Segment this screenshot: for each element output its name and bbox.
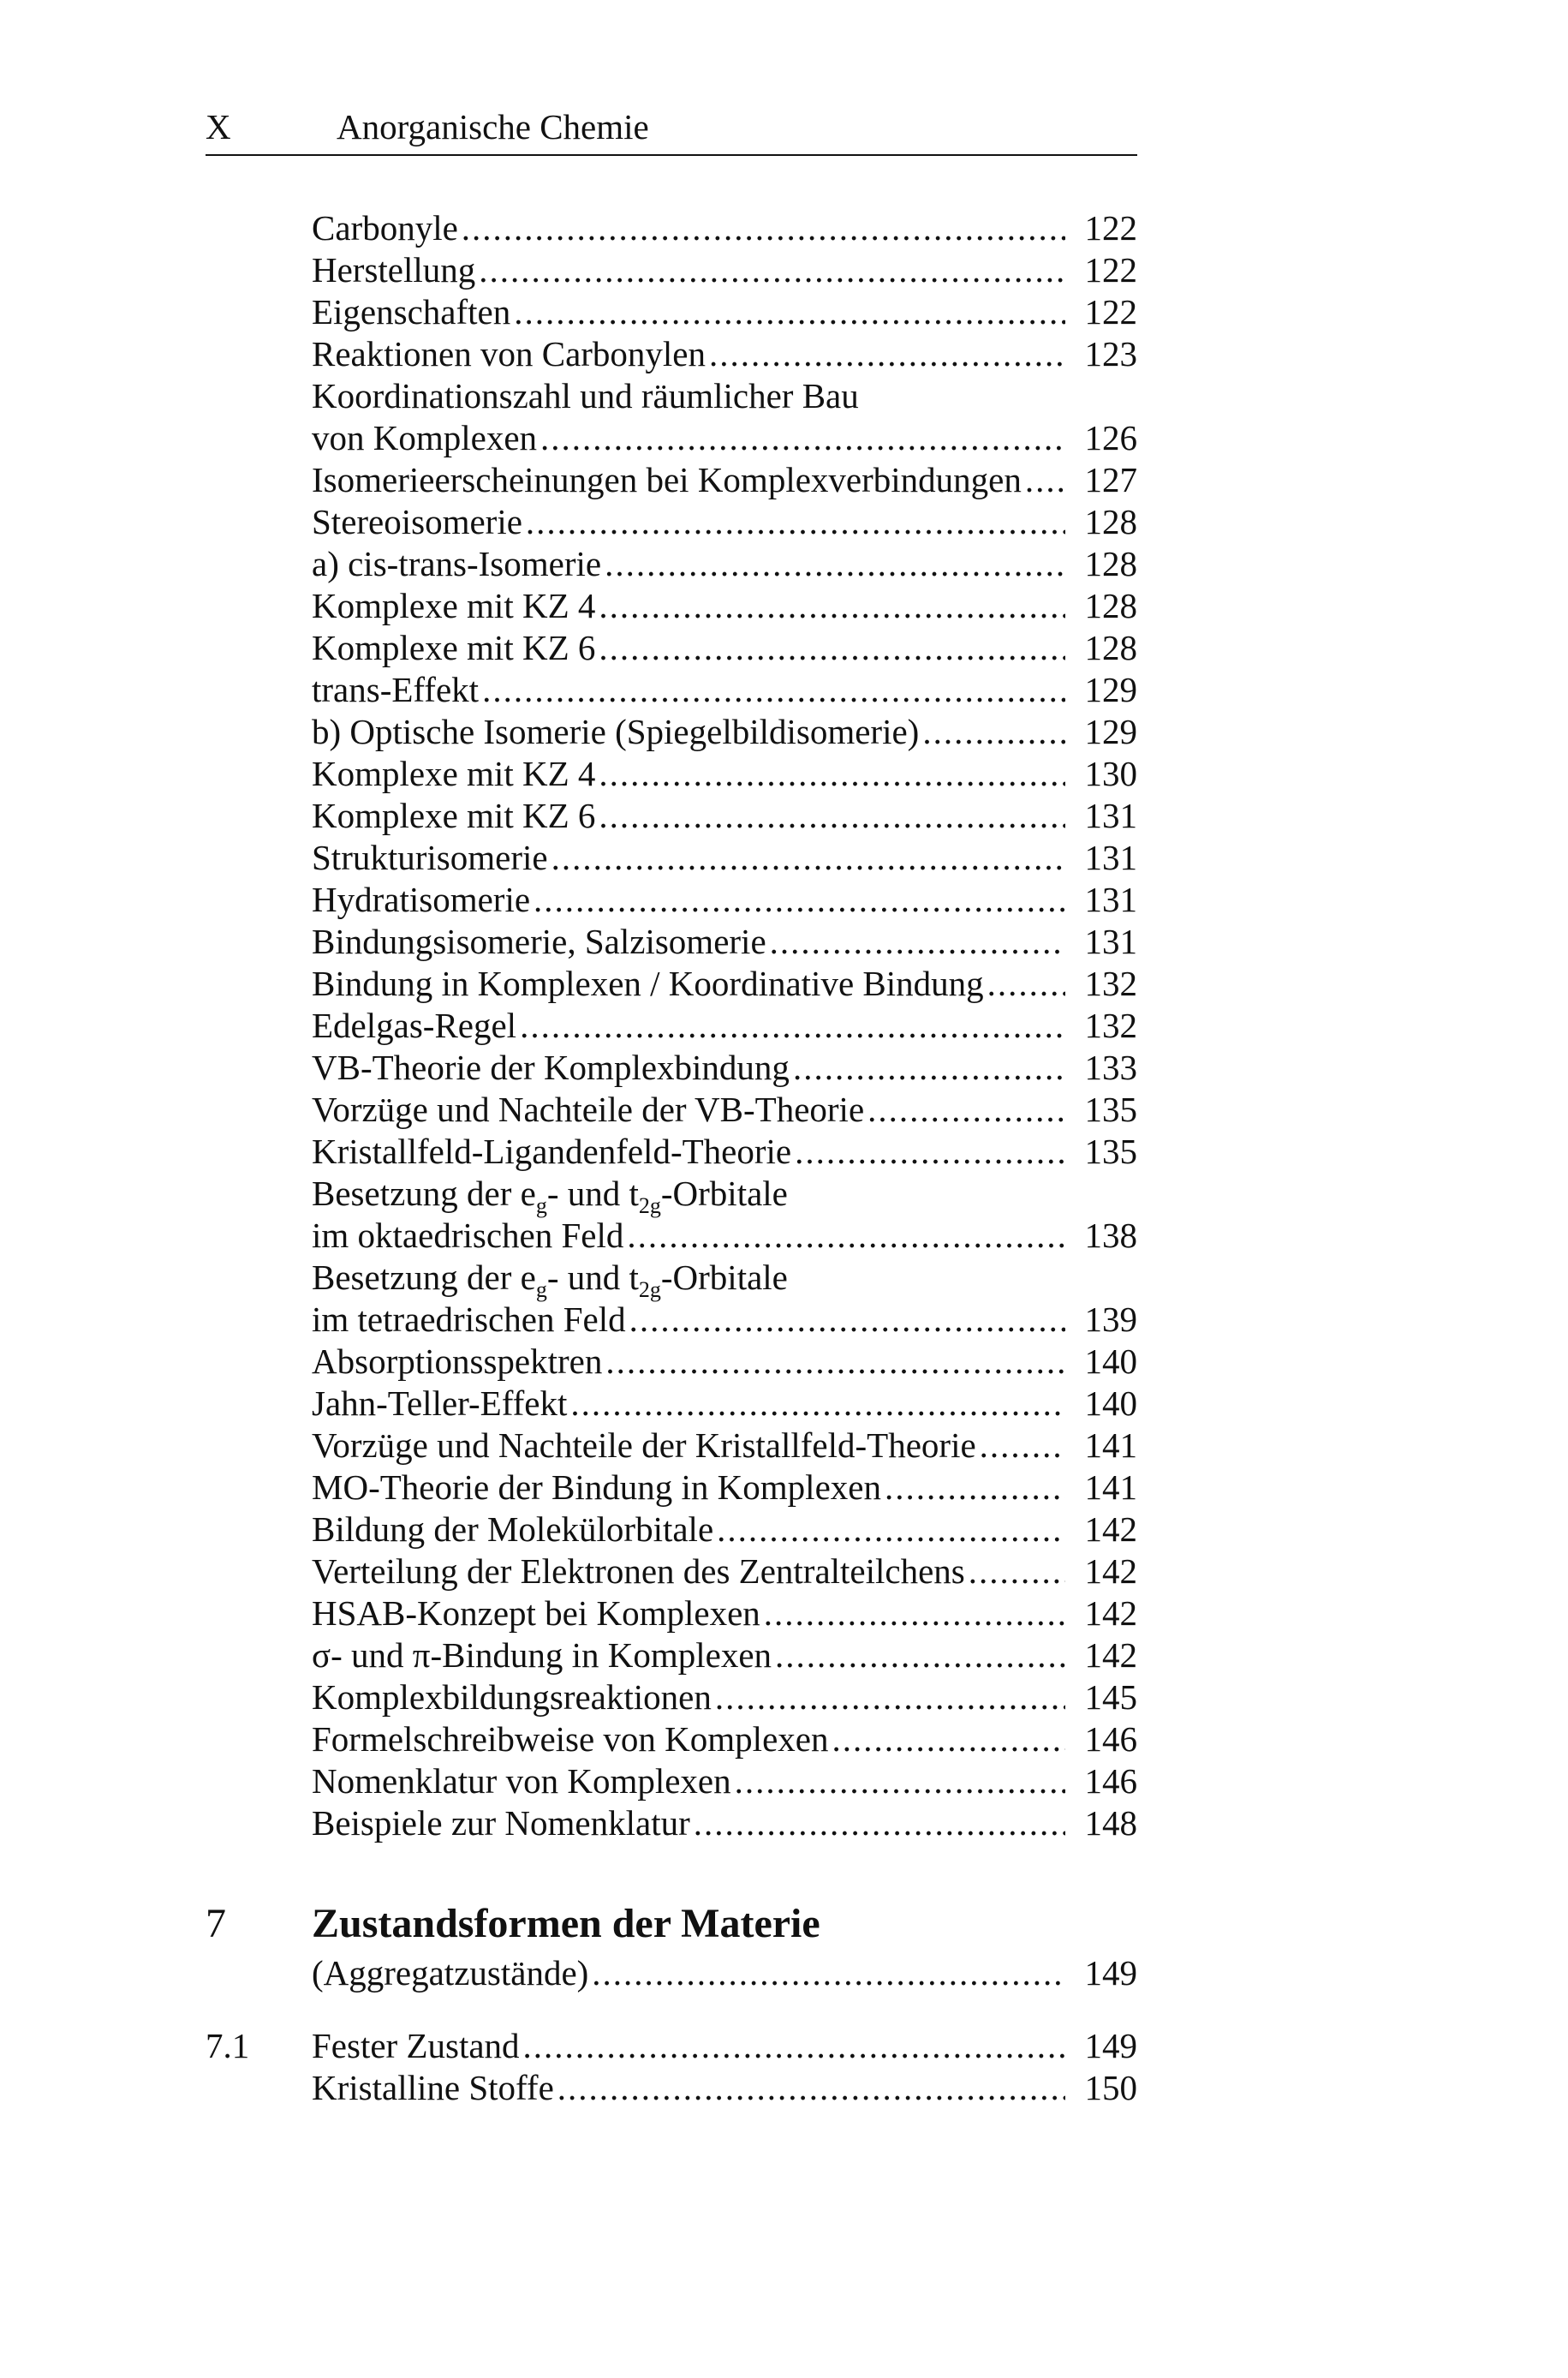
toc-entry-page: 122	[1084, 208, 1137, 248]
toc-entry-page: 127	[1084, 460, 1137, 499]
toc-entry-page: 128	[1084, 586, 1137, 625]
toc-entry	[206, 837, 1137, 879]
toc-entry	[206, 1131, 1137, 1173]
toc-entry-title: Komplexe mit KZ 6	[312, 796, 596, 835]
section-number: 7.1	[206, 2026, 250, 2065]
running-header	[206, 106, 1137, 156]
toc-entry-title: Reaktionen von Carbonylen	[312, 334, 706, 373]
toc-entry-page: 142	[1084, 1635, 1137, 1675]
dot-leader	[987, 963, 1065, 1005]
toc-entry	[206, 669, 1137, 711]
toc-entry-title: Nomenklatur von Komplexen	[312, 1761, 731, 1801]
toc-entry	[206, 207, 1137, 249]
toc-entry-title: Isomerieerscheinungen bei Komplexverbindungen	[312, 460, 1022, 499]
toc-entry	[206, 1550, 1137, 1592]
dot-leader	[795, 1131, 1065, 1173]
toc-entry-title: Vorzüge und Nachteile der VB-Theorie	[312, 1090, 865, 1129]
dot-leader	[717, 1509, 1065, 1550]
toc-entry-page: 133	[1084, 1048, 1137, 1087]
toc-entry	[206, 1341, 1137, 1383]
dot-leader	[520, 1005, 1065, 1047]
toc-entry-page: 146	[1084, 1761, 1137, 1801]
dot-leader	[557, 2067, 1065, 2109]
toc-entry-page: 148	[1084, 1803, 1137, 1843]
toc-entry	[206, 1005, 1137, 1047]
toc-entry-title: Vorzüge und Nachteile der Kristallfeld-Theorie	[312, 1425, 976, 1465]
toc-entry	[206, 543, 1137, 585]
dot-leader	[540, 417, 1065, 459]
toc-entry-page: 126	[1084, 418, 1137, 457]
dot-leader	[629, 1299, 1065, 1341]
toc-entry-page: 135	[1084, 1132, 1137, 1171]
toc-entry-page: 122	[1084, 292, 1137, 332]
toc-entry-title: Jahn-Teller-Effekt	[312, 1383, 568, 1423]
dot-leader	[1025, 459, 1065, 501]
toc-entry	[206, 921, 1137, 963]
toc-entry-title: Komplexe mit KZ 4	[312, 754, 596, 793]
header-page-number: X	[206, 107, 231, 146]
toc-entry-title: im tetraedrischen Feld	[312, 1300, 626, 1339]
toc-entry	[206, 249, 1137, 291]
dot-leader	[599, 753, 1065, 795]
dot-leader	[764, 1592, 1065, 1634]
toc-entry	[206, 417, 1137, 459]
toc-entry-title: trans-Effekt	[312, 670, 480, 709]
dot-leader	[793, 1047, 1065, 1089]
toc-entry-page: 149	[1084, 2026, 1137, 2065]
chapter-heading	[206, 1896, 1137, 1952]
toc-entry	[206, 1509, 1137, 1550]
dot-leader	[627, 1215, 1065, 1257]
toc-entry-title: Absorptionsspektren	[312, 1341, 603, 1381]
chapter-number: 7	[206, 1901, 226, 1946]
section-heading	[206, 2025, 1137, 2067]
spacer	[206, 1994, 1137, 2025]
toc-entry-page: 140	[1084, 1341, 1137, 1381]
toc-entry-page: 140	[1084, 1383, 1137, 1423]
header-running-title: Anorganische Chemie	[337, 107, 649, 146]
toc-entry-title: im oktaedrischen Feld	[312, 1216, 624, 1255]
dot-leader	[592, 1952, 1065, 1994]
toc-entry-title: Bindung in Komplexen / Koordinative Bindung	[312, 964, 984, 1003]
toc-entry	[206, 711, 1137, 753]
dot-leader	[551, 837, 1065, 879]
toc-entry-title: Kristallfeld-Ligandenfeld-Theorie	[312, 1132, 792, 1171]
toc-entry-page: 150	[1084, 2068, 1137, 2107]
toc-entry	[206, 1257, 1137, 1303]
toc-entry	[206, 291, 1137, 333]
toc-entry-title: Herstellung	[312, 250, 476, 290]
toc-entry	[206, 1676, 1137, 1718]
toc-entry-page: 131	[1084, 922, 1137, 961]
toc-entry	[206, 1299, 1137, 1341]
toc-entry-page: 139	[1084, 1300, 1137, 1339]
dot-leader	[735, 1760, 1065, 1802]
toc-entry-title: MO-Theorie der Bindung in Komplexen	[312, 1467, 881, 1507]
toc-entry	[206, 1760, 1137, 1802]
dot-leader	[694, 1802, 1065, 1844]
dot-leader	[514, 291, 1065, 333]
toc-entry-page: 128	[1084, 628, 1137, 667]
toc-entry-title: Eigenschaften	[312, 292, 511, 332]
toc-entry-page: 138	[1084, 1216, 1137, 1255]
toc-entry	[206, 1047, 1137, 1089]
dot-leader	[599, 627, 1065, 669]
toc-entry-page: 141	[1084, 1467, 1137, 1507]
toc-entry-page: 131	[1084, 880, 1137, 919]
toc-entry	[206, 1592, 1137, 1634]
dot-leader	[885, 1467, 1065, 1509]
toc-entry-title: Strukturisomerie	[312, 838, 548, 877]
dot-leader	[599, 585, 1065, 627]
toc-entry-page: 122	[1084, 250, 1137, 290]
dot-leader	[969, 1550, 1065, 1592]
toc-entry-page: 129	[1084, 712, 1137, 751]
dot-leader	[709, 333, 1065, 375]
toc-entry	[206, 1634, 1137, 1676]
toc-entry-page: 149	[1084, 1953, 1137, 1993]
toc-entry	[206, 627, 1137, 669]
toc-entry-title: Stereoisomerie	[312, 502, 522, 541]
toc-entry-title: Besetzung der $e_g-$ und $t_{2g}$-Orbitale	[312, 1258, 788, 1303]
dot-leader	[775, 1634, 1065, 1676]
toc-entry	[206, 1215, 1137, 1257]
toc-entry-title: Bindungsisomerie, Salzisomerie	[312, 922, 766, 961]
toc-entry-title: VB-Theorie der Komplexbindung	[312, 1048, 790, 1087]
dot-leader	[867, 1089, 1065, 1131]
toc-entry-page: 132	[1084, 964, 1137, 1003]
toc-entry-page: 135	[1084, 1090, 1137, 1129]
toc-entry-page: 142	[1084, 1593, 1137, 1633]
toc-entry	[206, 2067, 1137, 2109]
toc-entry	[206, 1089, 1137, 1131]
dot-leader	[605, 543, 1065, 585]
toc-entry-title: Beispiele zur Nomenklatur	[312, 1803, 690, 1843]
dot-leader	[599, 795, 1065, 837]
dot-leader	[570, 1383, 1065, 1425]
toc-entry	[206, 333, 1137, 375]
toc-entry-page: 142	[1084, 1551, 1137, 1591]
toc-entry	[206, 1173, 1137, 1219]
toc-entry-title: Besetzung der $e_g-$ und $t_{2g}$-Orbitale	[312, 1174, 788, 1219]
toc-entry-page: 130	[1084, 754, 1137, 793]
dot-leader	[526, 501, 1065, 543]
toc-entry-page: 146	[1084, 1719, 1137, 1759]
toc-entry-title: Verteilung der Elektronen des Zentralteilchens	[312, 1551, 965, 1591]
toc-entry-title: HSAB-Konzept bei Komplexen	[312, 1593, 760, 1633]
toc-entry	[206, 1467, 1137, 1509]
toc-entry	[206, 879, 1137, 921]
dot-leader	[980, 1425, 1065, 1467]
toc-entry-title: Carbonyle	[312, 208, 458, 248]
toc-entry-page: 131	[1084, 796, 1137, 835]
toc-entry	[206, 1802, 1137, 1844]
dot-leader	[715, 1676, 1065, 1718]
toc-entry-title: Koordinationszahl und räumlicher Bau	[312, 376, 859, 415]
toc-entry-title: Komplexe mit KZ 6	[312, 628, 596, 667]
toc-entry	[206, 375, 1137, 417]
toc-entry-title: a) cis-trans-Isomerie	[312, 544, 602, 583]
toc-entry	[206, 963, 1137, 1005]
dot-leader	[832, 1718, 1065, 1760]
dot-leader	[523, 2025, 1065, 2067]
dot-leader	[479, 249, 1065, 291]
section-title: Fester Zustand	[312, 2026, 520, 2065]
toc-entry-title: b) Optische Isomerie (Spiegelbildisomerie)	[312, 712, 920, 751]
toc-entry	[206, 1718, 1137, 1760]
toc-entry-page: 123	[1084, 334, 1137, 373]
toc-entry-title: Bildung der Molekülorbitale	[312, 1509, 714, 1549]
toc-entry-page: 128	[1084, 502, 1137, 541]
table-of-contents	[206, 207, 1137, 2109]
toc-entry-page: 141	[1084, 1425, 1137, 1465]
dot-leader	[482, 669, 1065, 711]
toc-entry-page: 131	[1084, 838, 1137, 877]
dot-leader	[462, 207, 1065, 249]
toc-entry	[206, 1952, 1137, 1994]
toc-entry-title: Formelschreibweise von Komplexen	[312, 1719, 829, 1759]
chapter-subtitle: (Aggregatzustände)	[312, 1953, 589, 1993]
toc-entry	[206, 585, 1137, 627]
spacer	[206, 1844, 1137, 1896]
dot-leader	[605, 1341, 1065, 1383]
dot-leader	[770, 921, 1065, 963]
toc-entry	[206, 459, 1137, 501]
toc-entry	[206, 753, 1137, 795]
toc-entry-title: σ- und π-Bindung in Komplexen	[312, 1635, 772, 1675]
toc-entry	[206, 1425, 1137, 1467]
dot-leader	[922, 711, 1065, 753]
toc-entry-title: Edelgas-Regel	[312, 1006, 517, 1045]
toc-entry	[206, 1383, 1137, 1425]
dot-leader	[534, 879, 1065, 921]
toc-entry-title: von Komplexen	[312, 418, 538, 457]
toc-entry-title: Komplexbildungsreaktionen	[312, 1677, 712, 1717]
toc-entry-page: 128	[1084, 544, 1137, 583]
chapter-title: Zustandsformen der Materie	[312, 1901, 820, 1946]
toc-entry-page: 129	[1084, 670, 1137, 709]
toc-entry-page: 145	[1084, 1677, 1137, 1717]
toc-entry-title: Hydratisomerie	[312, 880, 531, 919]
toc-entry-page: 142	[1084, 1509, 1137, 1549]
toc-entry	[206, 501, 1137, 543]
toc-entry-title: Kristalline Stoffe	[312, 2068, 554, 2107]
toc-entry-title: Komplexe mit KZ 4	[312, 586, 596, 625]
toc-entry-page: 132	[1084, 1006, 1137, 1045]
toc-entry	[206, 795, 1137, 837]
